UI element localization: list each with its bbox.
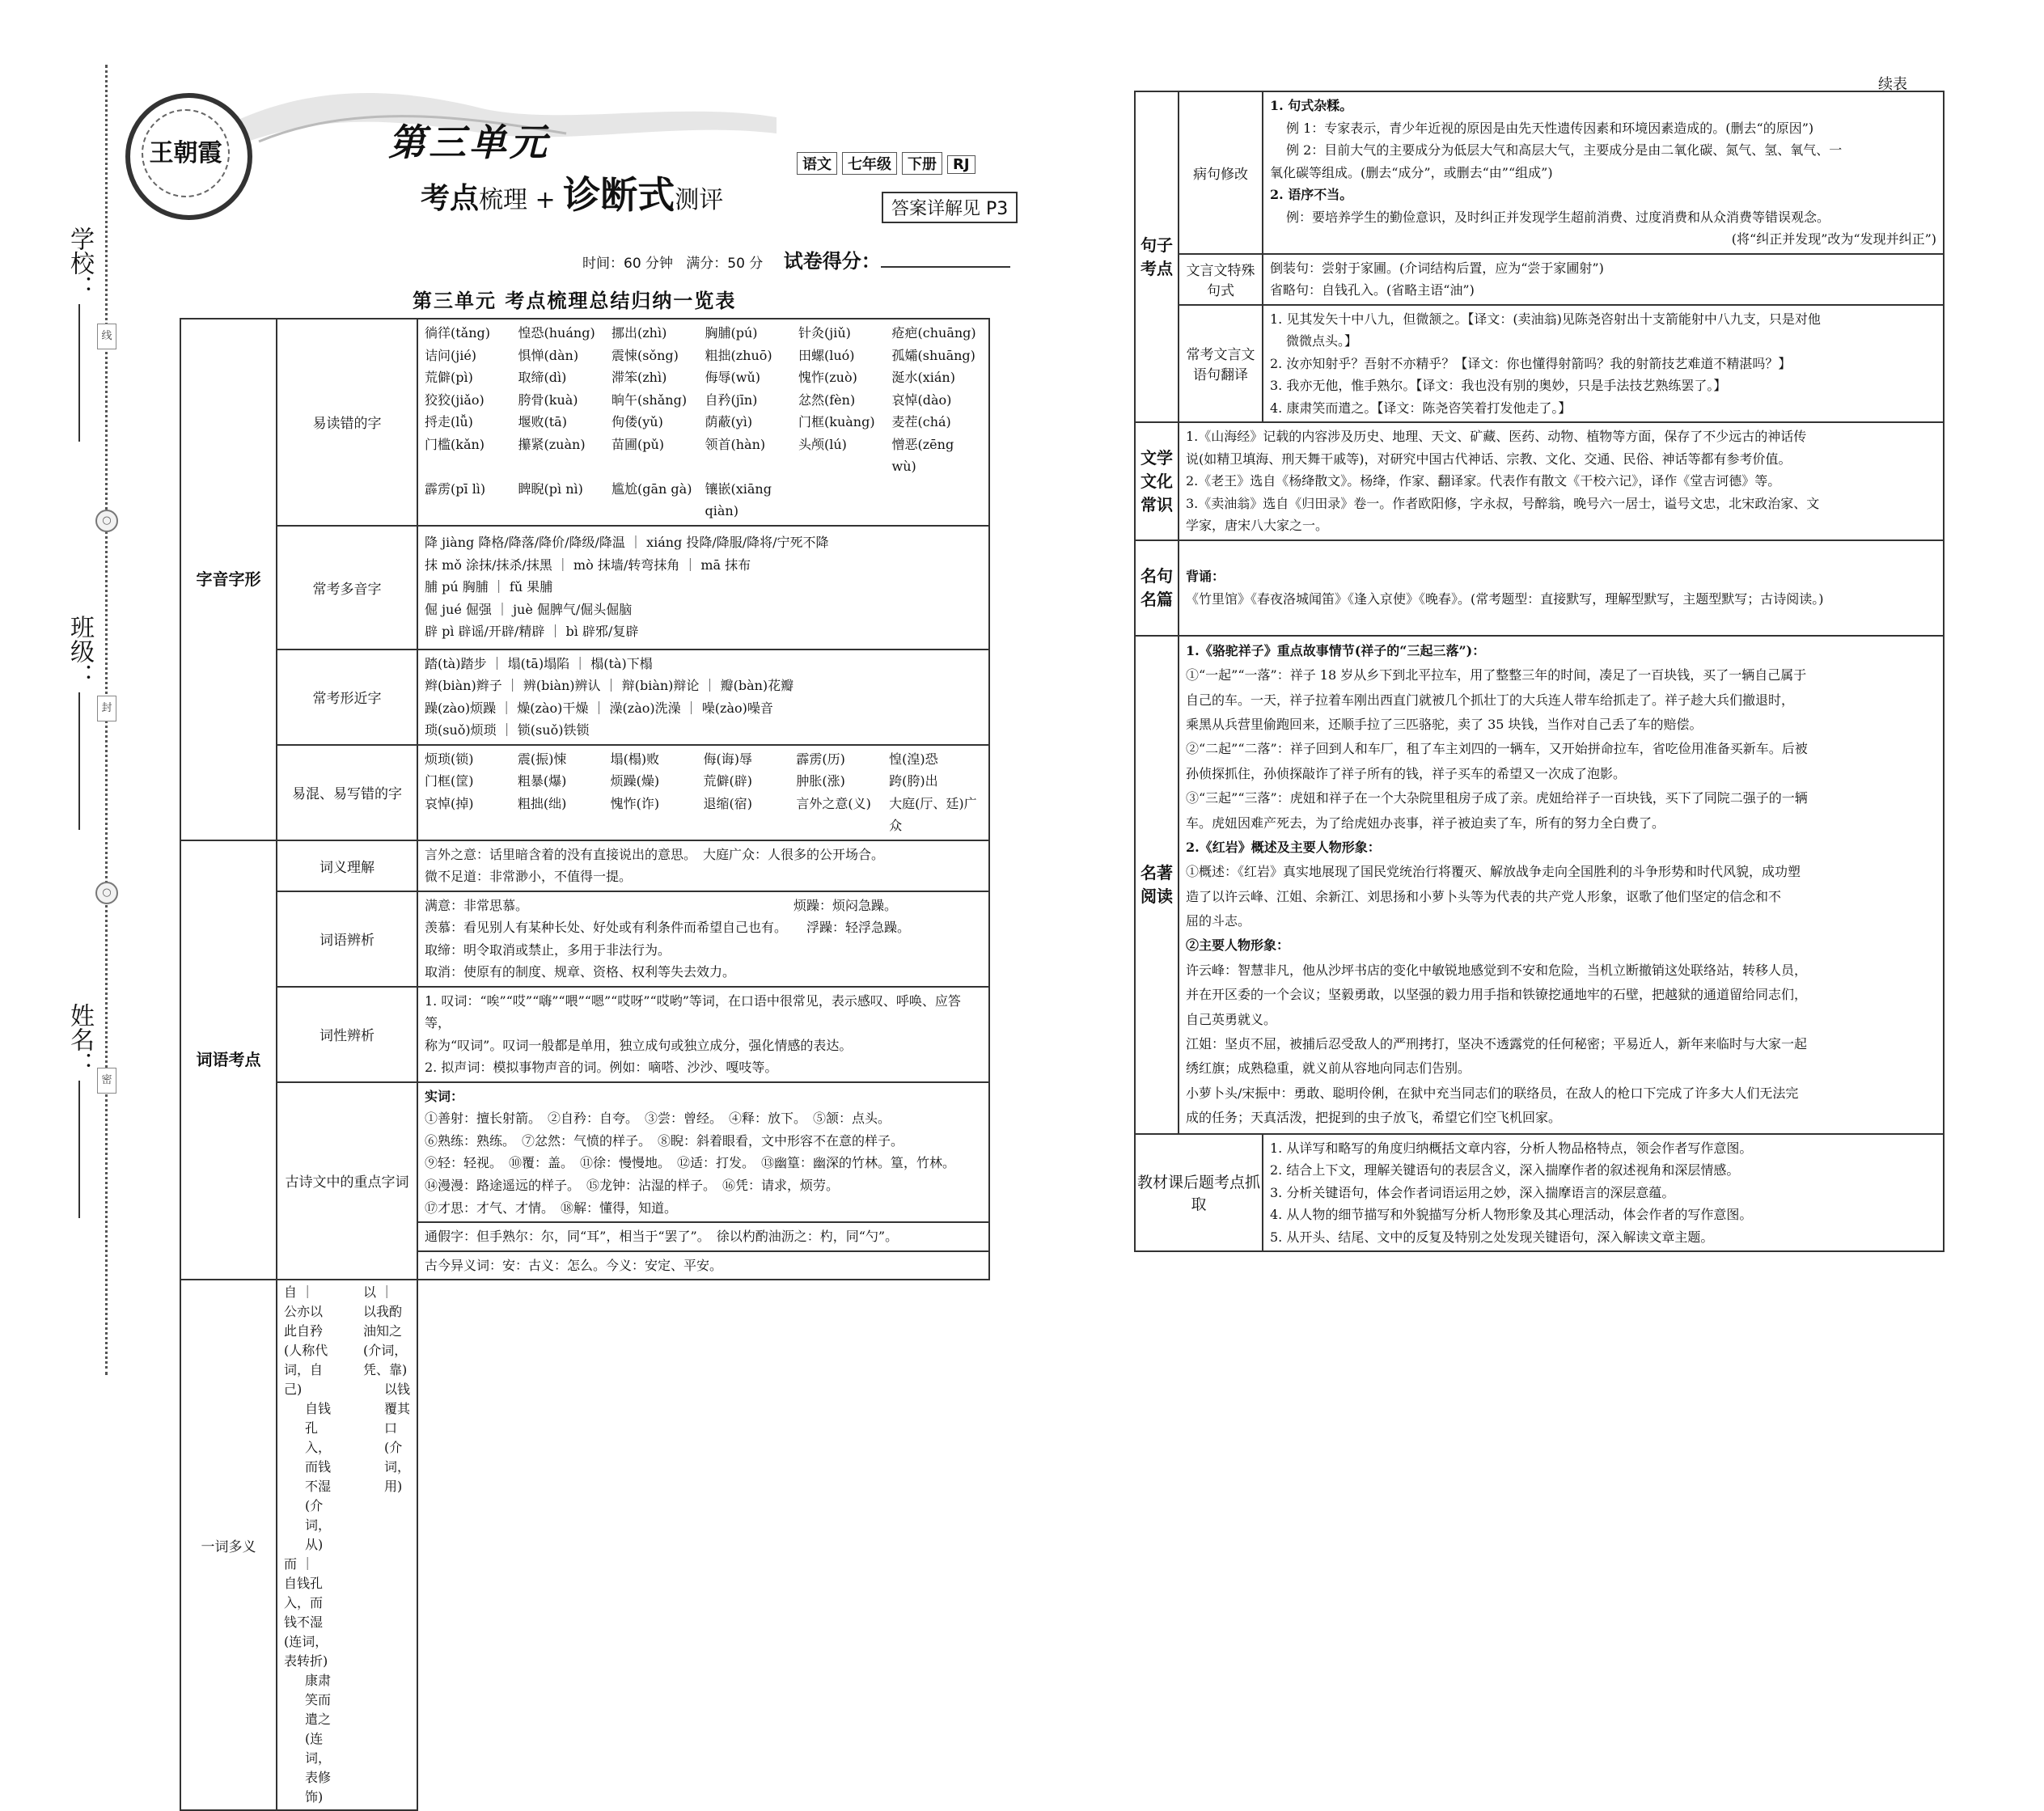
- school-field[interactable]: [49, 226, 97, 442]
- category-ci: 词语考点: [180, 840, 277, 1280]
- publisher-logo: [125, 93, 252, 220]
- poly-item: 而 ｜ 自钱孔入，而钱不湿(连词，表转折): [284, 1556, 328, 1669]
- classic-item: ⑰才思：才气、才情。 ⑱解：懂得，知道。: [425, 1200, 678, 1216]
- sub-title-d: 测评: [675, 186, 724, 214]
- translate-item: 4. 康肃笑而遣之。【译文：陈尧咨笑着打发他走了。】: [1270, 400, 1572, 416]
- sick-item: 例 2：目前大气的主要成分为低层大气和高层大气，主要成分是由二氧化碳、氮气、氢、氧气、一: [1286, 142, 1843, 159]
- meaning-item: 言外之意：话里暗含着的没有直接说出的意思。 大庭广众：人很多的公开场合。: [425, 846, 885, 862]
- read-item: 屈的斗志。: [1186, 913, 1251, 929]
- lit-item: 说(如精卫填海、刑天舞干戚等)，对研究中国古代神话、宗教、文化、交通、民俗、神话等都有参考价值。: [1186, 451, 1792, 467]
- lit-item: 3.《卖油翁》选自《归田录》卷一。作者欧阳修，字永叔，号醉翁，晚号六一居士，谥号文忠，北宋政治家、文: [1186, 495, 1820, 511]
- easy-word: 徜徉(tǎng): [425, 325, 491, 341]
- easy-word: 滞笨(zhì): [612, 370, 667, 386]
- property-label: 词性辨析: [277, 987, 417, 1082]
- sick-label: 病句修改: [1179, 91, 1263, 254]
- lit-item: 学家，唐宋八大家之一。: [1186, 518, 1329, 534]
- easy-word: 诘问(jié): [425, 347, 477, 363]
- multi-item: 辟 pì 辟谣/开辟/精辟 ｜ bì 辟邪/复辟: [425, 624, 639, 640]
- mixed-word: 跨(胯)出: [889, 773, 938, 789]
- read-item: 小萝卜头/宋振中：勇敢、聪明伶俐，在狱中充当同志们的联络员，在敌人的枪口下完成了许多大人们无法完: [1186, 1085, 1799, 1101]
- seal-mark-3: 密: [97, 1068, 116, 1094]
- easy-word: 苗圃(pǔ): [612, 436, 665, 452]
- read-item: 造了以许云峰、江姐、余新江、刘思扬和小萝卜头等为代表的共产党人形象，讴歌了他们坚定的信念和不: [1186, 888, 1782, 904]
- edition-tag: RJ: [947, 155, 975, 174]
- mixed-word-grid: [425, 748, 982, 837]
- famous-item: 背诵：: [1186, 569, 1225, 585]
- after-item: 5. 从开头、结尾、文中的反复及特别之处发现关键语句，深入解读文章主题。: [1270, 1229, 1714, 1245]
- school-label: 学校：: [66, 226, 94, 299]
- book-tags: [797, 152, 980, 175]
- easy-word-grid: [425, 322, 982, 523]
- easy-word: 佝偻(yǔ): [612, 414, 663, 430]
- classic-item: ①善射：擅长射箭。 ②自矜：自夸。 ③尝：曾经。 ④释：放下。 ⑤颔：点头。: [425, 1111, 891, 1127]
- grade-tag: 七年级: [842, 152, 897, 175]
- answer-reference: 答案详解见 P3: [882, 192, 1018, 223]
- special-item: 省略句：自钱孔入。(省略主语“油”): [1270, 282, 1475, 298]
- classic-label: 古诗文中的重点字词: [277, 1082, 417, 1280]
- sick-item: 例 1：专家表示，青少年近视的原因是由先天性遗传因素和环境因素造成的。(删去“的原因”): [1286, 120, 1814, 136]
- category-reading: 名著阅读: [1135, 636, 1179, 1134]
- after-item: 2. 结合上下文，理解关键语句的表层含义，深入揣摩作者的叙述视角和深层情感。: [1270, 1162, 1740, 1178]
- multi-item: 倔 jué 倔强 ｜ juè 倔脾气/倔头倔脑: [425, 601, 633, 617]
- name-label: 姓名：: [66, 1003, 94, 1076]
- easy-word: 攥紧(zuàn): [518, 436, 586, 452]
- sub-title-c: 诊断式: [563, 173, 675, 217]
- distinguish-label: 词语辨析: [277, 891, 417, 987]
- after-item: 4. 从人物的细节描写和外貌描写分析人物形象及其心理活动，体会作者的写作意图。: [1270, 1207, 1753, 1223]
- mixed-word: 烦琐(锁): [425, 751, 474, 767]
- property-item: 称为“叹词”。叹词一般都是单用，独立成句或独立成分，强化情感的表达。: [425, 1037, 853, 1053]
- poly-item: 自 ｜ 公亦以此自矜(人称代词，自己): [284, 1284, 328, 1398]
- easy-word: 胸脯(pú): [705, 325, 758, 341]
- poly-item: 自钱孔入，而钱不湿(介词，从): [305, 1401, 332, 1553]
- easy-word: 睥睨(pì nì): [518, 480, 583, 497]
- shape-item: 琐(suǒ)烦琐 ｜ 锁(suǒ)铁锁: [425, 722, 590, 738]
- mixed-word: 愧怍(诈): [610, 795, 660, 811]
- category-lit: 文学文化常识: [1135, 422, 1179, 540]
- shape-item: 踏(tà)踏步 ｜ 塌(tā)塌陷 ｜ 榻(tà)下榻: [425, 655, 653, 671]
- easy-word: 哀悼(dào): [891, 391, 952, 408]
- translate-item: 2. 汝亦知射乎？吾射不亦精乎？【译文：你也懂得射箭吗？我的射箭技艺难道不精湛吗？】: [1270, 355, 1792, 371]
- name-field[interactable]: [49, 1003, 97, 1218]
- category-sentence: 句子考点: [1135, 91, 1179, 422]
- easy-word: 取缔(dì): [518, 370, 567, 386]
- classic-item: ⑨轻：轻视。 ⑩覆：盖。 ⑪徐：慢慢地。 ⑫适：打发。 ⑬幽篁：幽深的竹林。篁，竹林。: [425, 1155, 956, 1171]
- lit-item: 1.《山海经》记载的内容涉及历史、地理、天文、矿藏、医药、动物、植物等方面，保存了不少远古的神话传: [1186, 429, 1807, 445]
- read-item: 成的任务；天真活泼，把捉到的虫子放飞，希望它们空飞机回家。: [1186, 1110, 1562, 1126]
- easy-word: 头颅(lú): [798, 436, 847, 452]
- full-score: 满分：50 分: [686, 256, 764, 272]
- multi-item: 抹 mǒ 涂抹/抹杀/抹黑 ｜ mò 抹墙/转弯抹角 ｜ mā 抹布: [425, 556, 751, 573]
- easy-word: 领首(hàn): [705, 436, 766, 452]
- left-summary-table: [180, 318, 990, 1811]
- seal-mark-2: 封: [97, 696, 116, 721]
- read-item: 江姐：坚贞不屈，被捕后忍受敌人的严刑拷打，坚决不透露党的任何秘密；平易近人，新年来临时与大家一起: [1186, 1036, 1808, 1052]
- mixed-word: 震(振)悚: [517, 751, 567, 767]
- easy-word: 愧怍(zuò): [798, 370, 857, 386]
- polysemy-label: 一词多义: [180, 1280, 277, 1810]
- meaning-item: 微不足道：非常渺小，不值得一提。: [425, 869, 633, 885]
- easy-word: 荫蔽(yì): [705, 414, 753, 430]
- subject-tag: 语文: [797, 152, 837, 175]
- distinguish-item: 取缔：明令取消或禁止，多用于非法行为。: [425, 941, 671, 958]
- easy-word: 惶恐(huáng): [518, 325, 595, 341]
- mixed-word: 退缩(宿): [703, 795, 752, 811]
- poly-item: 以 ｜ 以我酌油知之(介词，凭、靠): [363, 1284, 408, 1378]
- multi-item: 脯 pú 胸脯 ｜ fǔ 果脯: [425, 579, 553, 595]
- sick-item: 氧化碳等组成。(删去“成分”，或删去“由”“组成”): [1270, 164, 1553, 180]
- sub-title: [421, 166, 723, 219]
- read-item: ①概述：《红岩》真实地展现了国民党统治行将覆灭、解放战争走向全国胜利的斗争形势和时代风貌，成功塑: [1186, 864, 1801, 880]
- read-item: 车。虎妞因难产死去，为了给虎妞办丧事，祥子被迫卖了车，所有的努力全白费了。: [1186, 815, 1665, 831]
- unit-title: 第三单元: [388, 121, 550, 164]
- translate-item: 3. 我亦无他，惟手熟尔。【译文：我也没有别的奥妙，只是手法技艺熟练罢了。】: [1270, 378, 1727, 394]
- easy-word: 挪出(zhì): [612, 325, 667, 341]
- distinguish-item: 满意：非常思慕。 烦躁：烦闷急躁。: [425, 897, 898, 913]
- easy-word: 忿然(fèn): [798, 391, 856, 408]
- after-label: 教材课后题考点抓取: [1135, 1134, 1263, 1252]
- read-item: ③“三起”“三落”：虎妞和祥子在一个大杂院里租房子成了亲。虎妞给祥子一百块钱，买下了同院二强子的一辆: [1186, 790, 1808, 806]
- easy-word: 麦茬(chá): [891, 414, 951, 430]
- easy-word: 孤孀(shuāng): [891, 347, 975, 363]
- read-item: 1.《骆驼祥子》重点故事情节(祥子的“三起三落”)：: [1186, 642, 1486, 658]
- meaning-label: 词义理解: [277, 840, 417, 891]
- classic-head: 实词：: [425, 1088, 464, 1104]
- mixed-word: 霹雳(历): [796, 751, 845, 767]
- multi-label: 常考多音字: [277, 526, 417, 650]
- tongjia: 通假字：但手熟尔：尔，同“耳”，相当于“罢了”。 徐以杓酌油沥之：杓，同“勺”。: [417, 1222, 989, 1251]
- mixed-word: 烦躁(燥): [610, 773, 660, 789]
- seal-mark-1: 线: [97, 324, 116, 349]
- mixed-word: 门框(筐): [425, 773, 474, 789]
- mixed-word: 大庭(厅、廷)广众: [889, 795, 977, 834]
- mixed-word: 言外之意(义): [796, 795, 871, 811]
- translate-label: 常考文言文语句翻译: [1179, 305, 1263, 423]
- class-field[interactable]: [49, 615, 97, 830]
- read-item: ②主要人物形象：: [1186, 937, 1290, 954]
- easy-word: 胯骨(kuà): [518, 391, 578, 408]
- exam-meta: [582, 245, 1010, 273]
- read-item: 并在开区委的一个会议；坚毅勇敢，以坚强的毅力用手指和铁镣挖通地牢的石壁，把越狱的通道留给同志们，: [1186, 987, 1808, 1003]
- volume-tag: 下册: [902, 152, 942, 175]
- read-item: 绣红旗；成熟稳重，就义前从容地向同志们告别。: [1186, 1060, 1471, 1077]
- easy-label: 易读错的字: [277, 319, 417, 526]
- easy-word: 粗拙(zhuō): [705, 347, 772, 363]
- right-summary-table: [1134, 91, 1945, 1252]
- classic-item: ⑭漫漫：路途遥远的样子。 ⑮龙钟：沾湿的样子。 ⑯凭：请求，烦劳。: [425, 1177, 840, 1193]
- easy-word: 自矜(jīn): [705, 391, 758, 408]
- logo-text: 王朝霞: [142, 109, 230, 197]
- easy-word: 涎水(xián): [891, 370, 955, 386]
- mixed-word: 粗拙(绌): [517, 795, 567, 811]
- easy-word: 侮辱(wǔ): [705, 370, 760, 386]
- classic-item: ⑥熟练：熟练。 ⑦忿然：气愤的样子。 ⑧睨：斜着眼看，文中形容不在意的样子。: [425, 1132, 904, 1149]
- easy-word: 震悚(sǒng): [612, 347, 679, 363]
- mixed-word: 哀悼(掉): [425, 795, 474, 811]
- easy-word: 荒僻(pì): [425, 370, 473, 386]
- distinguish-item: 取消：使原有的制度、规章、资格、权利等失去效力。: [425, 964, 736, 980]
- sick-item: (将“纠正并发现”改为“发现并纠正”): [1731, 231, 1936, 248]
- special-label: 文言文特殊句式: [1179, 254, 1263, 305]
- poly-item: 以钱覆其口(介词，用): [384, 1382, 411, 1495]
- property-item: 1. 叹词：“唉”“哎”“嗨”“喂”“嗯”“哎呀”“哎哟”等词，在口语中很常见，表示感叹、呼唤、应答等，: [425, 992, 961, 1031]
- special-item: 倒装句：尝射于家圃。(介词结构后置，应为“尝于家圃射”): [1270, 260, 1604, 276]
- translate-item: 微微点头。】: [1286, 333, 1358, 349]
- easy-word: 狡狡(jiǎo): [425, 391, 485, 408]
- read-item: ②“二起”“二落”：祥子回到人和车厂，租了车主刘四的一辆车，又开始拼命拉车，省吃俭用准备买新车。后被: [1186, 741, 1808, 757]
- easy-word: 捋走(lǚ): [425, 414, 473, 430]
- after-item: 3. 分析关键语句，体会作者词语运用之妙，深入揣摩语言的深层意蕴。: [1270, 1184, 1675, 1200]
- mixed-word: 侮(诲)辱: [703, 751, 752, 767]
- read-item: 孙侦探抓住，孙侦探敲诈了祥子所有的钱，祥子买车的希望又一次成了泡影。: [1186, 765, 1627, 781]
- translate-item: 1. 见其发矢十中八九，但微颔之。【译文：(卖油翁)见陈尧咨射出十支箭能射中八九支，只是对他: [1270, 311, 1821, 327]
- easy-word: 门槛(kǎn): [425, 436, 485, 452]
- binding-hole-2: ○: [95, 882, 118, 904]
- easy-word: 晌午(shǎng): [612, 391, 688, 408]
- sub-title-a: 考点: [421, 182, 480, 215]
- sick-item: 例：要培养学生的勤俭意识，及时纠正并发现学生超前消费、过度消费和从众消费等错误观念。: [1286, 209, 1830, 225]
- table-title: 第三单元 考点梳理总结归纳一览表: [413, 290, 737, 312]
- category-famous: 名句名篇: [1135, 540, 1179, 636]
- time-limit: 时间：60 分钟: [582, 256, 674, 272]
- sick-item: 1. 句式杂糅。: [1270, 98, 1353, 113]
- read-item: 自己的车。一天，祥子拉着车刚出西直门就被几个抓壮丁的大兵连人带车给抓走了。祥子趁大兵们撤退时，: [1186, 692, 1795, 708]
- sick-item: 2. 语序不当。: [1270, 187, 1353, 203]
- score-input[interactable]: [881, 266, 1010, 268]
- shape-label: 常考形近字: [277, 650, 417, 745]
- easy-word: 尴尬(gān gà): [612, 480, 692, 497]
- easy-word: 门框(kuàng): [798, 414, 875, 430]
- distinguish-item: 羡慕：看见别人有某种长处、好处或有利条件而希望自己也有。 浮躁：轻浮急躁。: [425, 920, 911, 936]
- easy-word: 霹雳(pī lì): [425, 480, 486, 497]
- easy-word: 疮疤(chuāng): [891, 325, 976, 341]
- easy-word: 田螺(luó): [798, 347, 855, 363]
- property-item: 2. 拟声词：模拟事物声音的词。例如：嘀嗒、沙沙、嘎吱等。: [425, 1060, 778, 1076]
- class-label: 班级：: [66, 615, 94, 688]
- poly-item: 康肃笑而遣之(连词，表修饰): [305, 1673, 332, 1805]
- easy-word: 惧惮(dàn): [518, 347, 579, 363]
- read-item: 自己英勇就义。: [1186, 1011, 1277, 1027]
- shape-item: 躁(zào)烦躁 ｜ 燥(zào)干燥 ｜ 澡(zào)洗澡 ｜ 噪(zào)噪音: [425, 700, 773, 716]
- sub-title-b: 梳理 +: [479, 186, 564, 214]
- mixed-word: 肿胀(涨): [796, 773, 845, 789]
- famous-item: 《竹里馆》《春夜洛城闻笛》《逢入京使》《晚春》。(常考题型：直接默写，理解型默写，主题型默写；古诗阅读。): [1186, 590, 1824, 607]
- category-zi: 字音字形: [180, 319, 277, 840]
- read-item: ①“一起”“一落”：祥子 18 岁从乡下到北平拉车，用了整整三年的时间，凑足了一百块钱，买了一辆自己属于: [1186, 667, 1807, 683]
- mixed-word: 惶(湟)恐: [889, 751, 938, 767]
- easy-word: 镶嵌(xiāng qiàn): [705, 480, 772, 519]
- easy-word: 针灸(jiǔ): [798, 325, 851, 341]
- mixed-word: 荒僻(辟): [703, 773, 752, 789]
- continued-label: 续表: [1878, 76, 1907, 93]
- read-item: 许云峰：智慧非凡，他从沙坪书店的变化中敏锐地感觉到不安和危险，当机立断撤销这处联络站，转移人员，: [1186, 962, 1808, 978]
- mixed-label: 易混、易写错的字: [277, 745, 417, 840]
- after-item: 1. 从详写和略写的角度归纳概括文章内容，分析人物品格特点，领会作者写作意图。: [1270, 1140, 1753, 1156]
- mixed-word: 塌(榻)败: [610, 751, 660, 767]
- read-item: 2.《红岩》概述及主要人物形象：: [1186, 839, 1381, 855]
- multi-item: 降 jiàng 降格/降落/降价/降级/降温 ｜ xiáng 投降/降服/降将/宁死不降: [425, 535, 829, 551]
- score-label: 试卷得分：: [783, 250, 881, 273]
- gujin: 古今异义词：安：古义：怎么。今义：安定、平安。: [417, 1251, 989, 1280]
- shape-item: 辫(biàn)辫子 ｜ 辨(biàn)辨认 ｜ 辩(biàn)辩论 ｜ 瓣(bàn)花瓣: [425, 678, 794, 694]
- read-item: 乘黑从兵营里偷跑回来，还顺手拉了三匹骆驼，卖了 35 块钱，当作对自己丢了车的赔偿。: [1186, 716, 1703, 732]
- binding-strip: [49, 65, 121, 1375]
- easy-word: 堰败(tā): [518, 414, 567, 430]
- lit-item: 2.《老王》选自《杨绛散文》。杨绛，作家、翻译家。代表作有散文《干校六记》，译作《堂吉诃德》等。: [1186, 473, 1781, 489]
- binding-hole-1: ○: [95, 510, 118, 532]
- mixed-word: 粗暴(爆): [517, 773, 567, 789]
- easy-word: 憎恶(zēng wù): [891, 436, 954, 475]
